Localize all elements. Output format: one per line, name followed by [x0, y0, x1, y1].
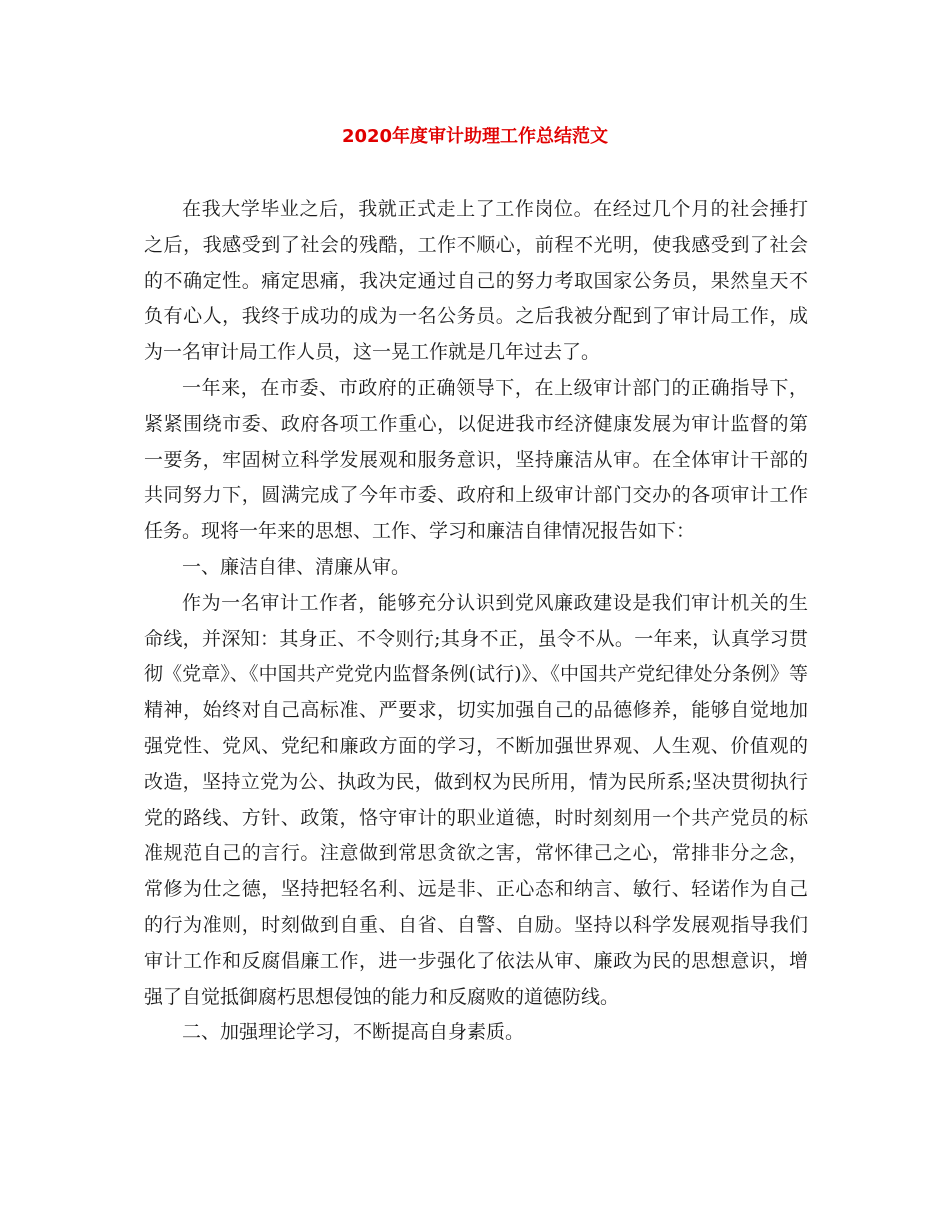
paragraph-section-1: 作为一名审计工作者，能够充分认识到党风廉政建设是我们审计机关的生命线，并深知：其身正、不令则行;其身不正，虽令不从。一年来，认真学习贯彻《党章》、《中国共产党党内监督条例(试行)》、《中国共产党纪律处分条例》等精神，始终对自己高标准、严要求，切实加强自己的品德修养，能够自觉地加强党性、党风、党纪和廉政方面的学习，不断加强世界观、人生观、价值观的改造，坚持立党为公、执政为民，做到权为民所用，情为民所系;坚决贯彻执行党的路线、方针、政策，恪守审计的职业道德，时时刻刻用一个共产党员的标准规范自己的言行。注意做到常思贪欲之害，常怀律己之心，常排非分之念，常修为仕之德，坚持把轻名利、远是非、正心态和纳言、敏行、轻诺作为自己的行为准则，时刻做到自重、自省、自警、自励。坚持以科学发展观指导我们审计工作和反腐倡廉工作，进一步强化了依法从审、廉政为民的思想意识，增强了自觉抵御腐朽思想侵蚀的能力和反腐败的道德防线。 — [144, 591, 808, 1008]
document-body — [144, 192, 808, 1051]
document-title: 2020年度审计助理工作总结范文 — [341, 126, 609, 147]
section-heading-2: 二、加强理论学习，不断提高自身素质。 — [182, 1021, 525, 1044]
paragraph-overview: 一年来，在市委、市政府的正确领导下，在上级审计部门的正确指导下，紧紧围绕市委、政府各项工作重心，以促进我市经济健康发展为审计监督的第一要务，牢固树立科学发展观和服务意识，坚持廉洁从审。在全体审计干部的共同努力下，圆满完成了今年市委、政府和上级审计部门交办的各项审计工作任务。现将一年来的思想、工作、学习和廉洁自律情况报告如下： — [144, 376, 808, 543]
section-heading-1: 一、廉洁自律、清廉从审。 — [182, 555, 411, 578]
paragraph-intro: 在我大学毕业之后，我就正式走上了工作岗位。在经过几个月的社会捶打之后，我感受到了社会的残酷，工作不顺心，前程不光明，使我感受到了社会的不确定性。痛定思痛，我决定通过自己的努力考取国家公务员，果然皇天不负有心人，我终于成功的成为一名公务员。之后我被分配到了审计局工作，成为一名审计局工作人员，这一晃工作就是几年过去了。 — [144, 198, 808, 364]
